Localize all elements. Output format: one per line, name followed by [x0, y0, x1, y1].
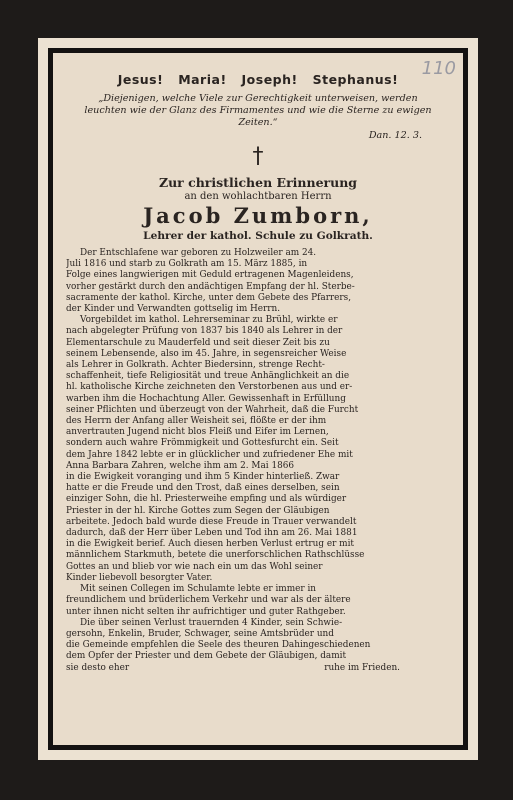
biography-line: schaffenheit, tiefe Religiosität und treue Anhänglichkeit an die: [66, 371, 350, 382]
biography-line: unter ihnen nicht selten ihr aufrichtiger und guter Rathgeber.: [66, 606, 346, 617]
archive-number: 110: [421, 58, 456, 79]
biography-line: Kinder liebevoll besorgter Vater.: [66, 572, 213, 583]
biography-line: seinem Lebensende, also im 45. Jahre, in segensreicher Weise: [66, 348, 347, 359]
invocation-stephanus: Stephanus!: [312, 72, 399, 87]
biography-line: Elementarschule zu Mauderfeld und seit dieser Zeit bis zu: [66, 337, 330, 348]
cross-icon: †: [252, 144, 264, 169]
invocation-jesus: Jesus!: [117, 72, 164, 87]
biography-line: arbeitete. Jedoch bald wurde diese Freude in Trauer verwandelt: [66, 516, 357, 527]
biography-line: Priester in der hl. Kirche Gottes zum Segen der Gläubigen: [66, 505, 330, 516]
biography-line: gersohn, Enkelin, Bruder, Schwager, seine Amtsbrüder und: [66, 628, 334, 639]
biography-line: Gottes an und blieb vor wie nach ein um das Wohl seiner: [66, 561, 323, 572]
biography-line: einziger Sohn, die hl. Priesterweihe empfing und als würdiger: [66, 494, 347, 505]
biography-line: warben ihm die Hochachtung Aller. Gewissenhaft in Erfüllung: [66, 393, 346, 404]
biography-line: in die Ewigkeit berief. Auch diesen herben Verlust ertrug er mit: [66, 539, 354, 550]
biography-line: Folge eines langwierigen mit Geduld ertragenen Magenleidens,: [66, 270, 354, 281]
biography-line: in die Ewigkeit voranging und ihm 5 Kinder hinterließ. Zwar: [66, 472, 340, 483]
biography-line: als Lehrer in Golkrath. Achter Biedersinn, strenge Recht-: [66, 360, 325, 371]
biography-line: dem Opfer der Priester und dem Gebete der Gläubigen, damit: [66, 651, 347, 662]
biography-line: Die über seinen Verlust trauernden 4 Kinder, sein Schwie-: [80, 617, 343, 628]
biography-line: Vorgebildet im kathol. Lehrerseminar zu Brühl, wirkte er: [80, 315, 338, 326]
biography-line: sondern auch wahre Frömmigkeit und Gottesfurcht ein. Seit: [66, 438, 339, 449]
bible-quote: „Diejenigen, welche Viele zur Gerechtigkeit unterweisen, werden leuchten wie der Glanz des Firmamentes und wie die Sterne zu ewigen Zeiten.“: [84, 93, 432, 128]
memorial-subheading: an den wohlachtbaren Herrn: [184, 191, 332, 202]
biography-line: anvertrauten Jugend nicht blos Fleiß und Eifer im Lernen,: [66, 427, 329, 438]
biography-line: des Herrn der Anfang aller Weisheit sei, flößte er der ihm: [66, 416, 327, 427]
biography-line: der Kinder und Verwandten gottselig im Herrn.: [66, 304, 281, 315]
biography-line: dem Jahre 1842 lebte er in glücklicher und zufriedener Ehe mit: [66, 449, 353, 460]
biography-line: dadurch, daß der Herr über Leben und Tod ihn am 26. Mai 1881: [66, 528, 358, 539]
biography-line: hl. katholische Kirche zeichneten den Verstorbenen aus und er-: [66, 382, 353, 393]
biography-line: Juli 1816 und starb zu Golkrath am 15. März 1885, in: [66, 259, 308, 270]
biography-line: männlichem Starkmuth, betete die unerforschlichen Rathschlüsse: [66, 550, 365, 561]
biography-line: nach abgelegter Prüfung von 1837 bis 1840 als Lehrer in der: [66, 326, 343, 337]
biography-line: hatte er die Freude und den Trost, daß eines derselben, sein: [66, 483, 340, 494]
card-content: [54, 54, 462, 744]
biography-line: sacramente der kathol. Kirche, unter dem Gebete des Pfarrers,: [66, 292, 352, 303]
invocation-maria: Maria!: [178, 72, 227, 87]
deceased-profession: Lehrer der kathol. Schule zu Golkrath.: [143, 230, 373, 242]
closing-left: sie desto eher: [66, 662, 130, 673]
biography-line: vorher gestärkt durch den andächtigen Empfang der hl. Sterbe-: [66, 281, 355, 292]
biography-line: die Gemeinde empfehlen die Seele des theuren Dahingeschiedenen: [66, 640, 371, 651]
invocation-joseph: Joseph!: [241, 72, 298, 87]
biography-line: seiner Pflichten und überzeugt von der Wahrheit, daß die Furcht: [66, 404, 359, 415]
biography-line: freundlichem und brüderlichem Verkehr und war als der ältere: [66, 595, 351, 606]
closing-right: ruhe im Frieden.: [324, 662, 400, 673]
biography-line: Der Entschlafene war geboren zu Holzweiler am 24.: [80, 248, 317, 258]
closing-line: [64, 663, 452, 674]
quote-reference: Dan. 12. 3.: [368, 130, 422, 141]
invocation-line: [64, 72, 452, 87]
biography-line: Mit seinen Collegen im Schulamte lebte er immer in: [80, 584, 317, 595]
biography-text: [64, 248, 452, 663]
biography-line: Anna Barbara Zahren, welche ihm am 2. Mai 1866: [66, 460, 295, 471]
memorial-heading: Zur christlichen Erinnerung: [158, 175, 358, 190]
deceased-name: Jacob Zumborn,: [143, 203, 373, 228]
